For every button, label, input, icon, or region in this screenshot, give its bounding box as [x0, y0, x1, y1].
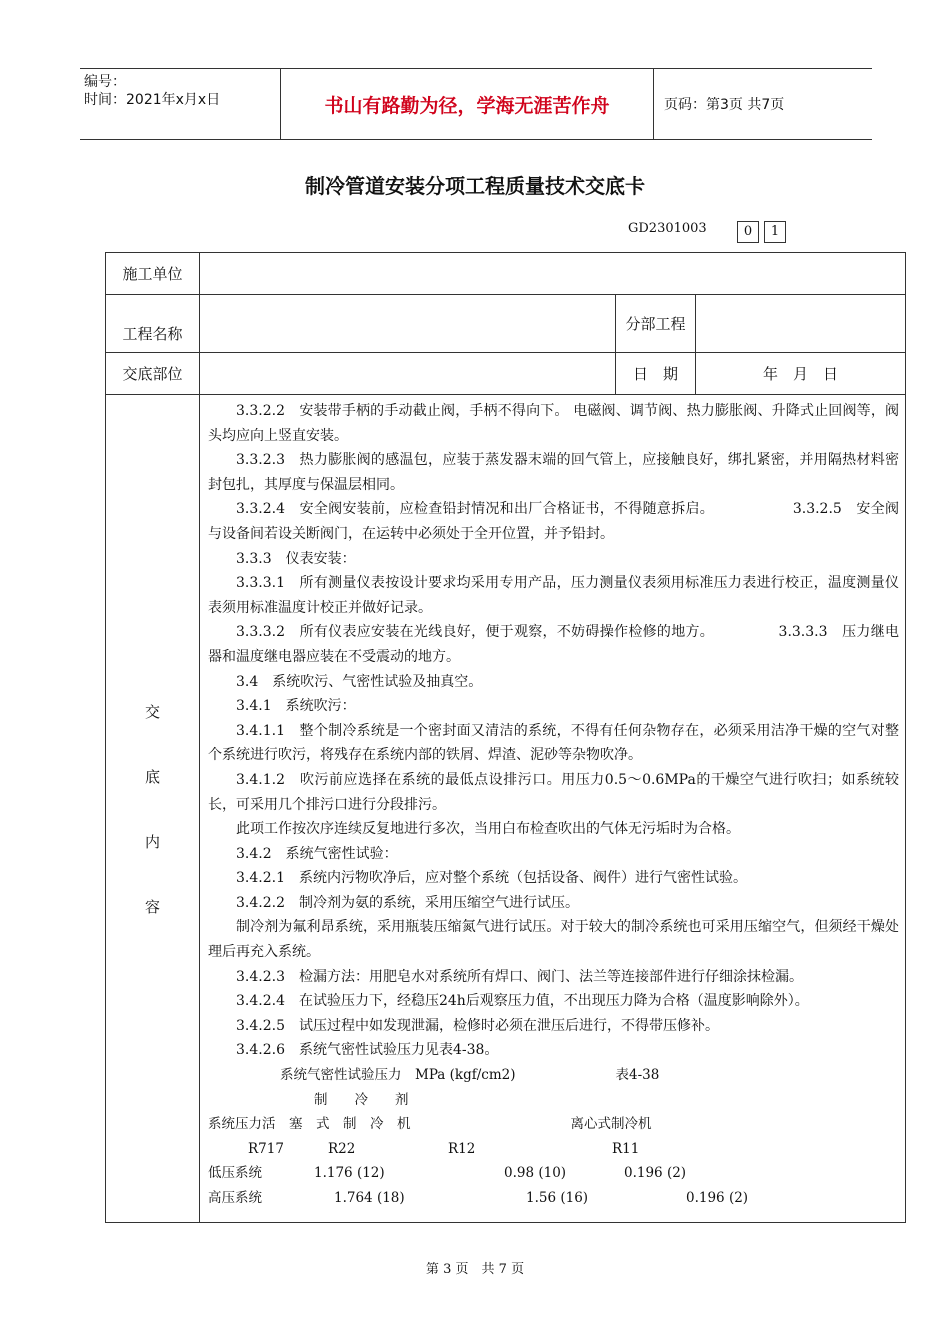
date-label: 日 期 [616, 353, 696, 395]
handover-form [105, 252, 906, 1223]
sub-project-label: 分部工程 [616, 295, 696, 353]
header-motto: 书山有路勤为径，学海无涯苦作舟 [281, 69, 654, 139]
number-label: 编号： [84, 74, 126, 90]
table-cell: 1.176 (12) [314, 1165, 385, 1182]
row-label: 低压系统 [208, 1165, 262, 1182]
table-cell: 0.196 (2) [686, 1190, 749, 1206]
footer-prefix: 第 [425, 1262, 439, 1277]
refrigerant-r717: R717 [248, 1140, 284, 1157]
content-paragraph: 3.4.2.3 检漏方法：用肥皂水对系统所有焊口、阀门、法兰等连接部件进行仔细涂抹检漏。 [236, 968, 803, 985]
content-paragraph: 3.3.2.2 安装带手柄的手动截止阀，手柄不得向下。 电磁阀、调节阀、热力膨胀阀、升降式止回阀等，阀头均应向上竖直安装。 [208, 403, 899, 444]
time-label: 时间：2021年x月x日 [84, 92, 221, 108]
content-label-char: 内 [144, 832, 160, 851]
page-header [80, 68, 872, 140]
sub-project-value [696, 295, 906, 353]
construction-unit-label: 施工单位 [106, 253, 200, 295]
content-paragraph: 3.4.1.1 整个制冷系统是一个密封面又清洁的系统，不得有任何杂物存在，必须采用洁净干燥的空气对整个系统进行吹污，将残存在系统内部的铁屑、焊渣、泥砂等杂物吹净。 [208, 722, 899, 764]
code-box-2: 1 [764, 221, 786, 243]
row-header: 系统压力 [208, 1116, 262, 1133]
content-paragraph: 3.4.2.1 系统内污物吹净后，应对整个系统（包括设备、阀件）进行气密性试验。 [236, 870, 747, 887]
footer-suffix: 页 [511, 1262, 525, 1277]
pressure-table [208, 1063, 899, 1211]
content-label-char: 容 [144, 897, 160, 916]
centrifugal-label: 离心式制冷机 [570, 1116, 652, 1133]
content-label [106, 395, 200, 1223]
footer-mid: 页 共 [455, 1262, 495, 1277]
code-box-1: 0 [737, 221, 759, 243]
header-page-info: 页码：第3页 共7页 [664, 97, 785, 113]
document-title: 制冷管道安装分项工程质量技术交底卡 [305, 174, 645, 198]
content-paragraph: 3.3.2.3 热力膨胀阀的感温包，应装于蒸发器末端的回气管上，应接触良好，绑扎紧密，并用隔热材料密封包扎，其厚度与保温层相同。 [208, 452, 899, 493]
project-name-value [200, 295, 616, 353]
construction-unit-value [200, 253, 906, 295]
refrigerant-r12: R12 [448, 1140, 476, 1157]
handover-location-label: 交底部位 [106, 353, 200, 395]
refrigerant-header: 制 冷 剂 [314, 1091, 409, 1108]
content-paragraph: 3.4.2.4 在试验压力下，经稳压24h后观察压力值，不出现压力降为合格（温度影响除外）。 [236, 993, 809, 1010]
page-footer [0, 1258, 950, 1277]
handover-location-value [200, 353, 616, 395]
project-name-label: 工程名称 [106, 295, 200, 353]
content-paragraph: 3.4.1 系统吹污： [236, 698, 356, 715]
header-meta [80, 69, 281, 139]
date-value: 年 月 日 [696, 353, 906, 395]
table-cell: 1.764 (18) [334, 1190, 405, 1206]
piston-label: 活 塞 式 制 冷 机 [262, 1116, 411, 1133]
content-paragraph: 3.3.2.4 安全阀安装前，应检查铅封情况和出厂合格证书，不得随意拆启。 3.3.2.5 安全阀与设备间若设关断阀门，在运转中必须处于全开位置，并予铅封。 [208, 501, 899, 542]
row-label: 高压系统 [208, 1190, 262, 1206]
content-paragraph: 此项工作按次序连续反复地进行多次，当用白布检查吹出的气体无污垢时为合格。 [236, 821, 740, 838]
footer-total-pages: 7 [498, 1262, 507, 1277]
table-cell: 0.196 (2) [624, 1165, 687, 1182]
pressure-table-number: 表4-38 [615, 1067, 660, 1084]
table-cell: 1.56 (16) [526, 1190, 589, 1206]
content-paragraph: 3.4.2.5 试压过程中如发现泄漏，检修时必须在泄压后进行，不得带压修补。 [236, 1017, 719, 1034]
pressure-table-caption: 系统气密性试验压力 MPa (kgf/cm2) [280, 1067, 516, 1084]
handover-content [200, 395, 906, 1223]
content-paragraph: 3.3.3.2 所有仪表应安装在光线良好，便于观察，不妨碍操作检修的地方。 3.3.3.3 压力继电器和温度继电器应装在不受震动的地方。 [208, 624, 899, 665]
content-paragraph: 制冷剂为氟利昂系统，采用瓶装压缩氮气进行试压。对于较大的制冷系统也可采用压缩空气，但须经干燥处理后再充入系统。 [208, 919, 899, 961]
content-paragraph: 3.3.3 仪表安装： [236, 550, 356, 567]
content-paragraphs [208, 399, 899, 1063]
table-cell: 0.98 (10) [504, 1165, 567, 1182]
content-paragraph: 3.4.1.2 吹污前应选择在系统的最低点设排污口。用压力0.5～0.6MPa的干燥空气进行吹扫；如系统较长，可采用几个排污口进行分段排污。 [208, 771, 899, 813]
content-label-char: 底 [144, 767, 160, 786]
content-paragraph: 3.4 系统吹污、气密性试验及抽真空。 [236, 673, 483, 690]
content-paragraph: 3.3.3.1 所有测量仪表按设计要求均采用专用产品，压力测量仪表须用标准压力表进行校正，温度测量仪表须用标准温度计校正并做好记录。 [208, 575, 899, 616]
content-paragraph: 3.4.2.2 制冷剂为氨的系统，采用压缩空气进行试压。 [236, 894, 579, 911]
footer-page-number: 3 [443, 1262, 452, 1277]
refrigerant-r22: R22 [328, 1140, 356, 1157]
content-paragraph: 3.4.2.6 系统气密性试验压力见表4-38。 [236, 1042, 499, 1059]
refrigerant-r11: R11 [612, 1140, 640, 1157]
content-label-char: 交 [144, 702, 160, 721]
document-code: GD2301003 [628, 221, 707, 236]
content-paragraph: 3.4.2 系统气密性试验： [236, 845, 398, 862]
